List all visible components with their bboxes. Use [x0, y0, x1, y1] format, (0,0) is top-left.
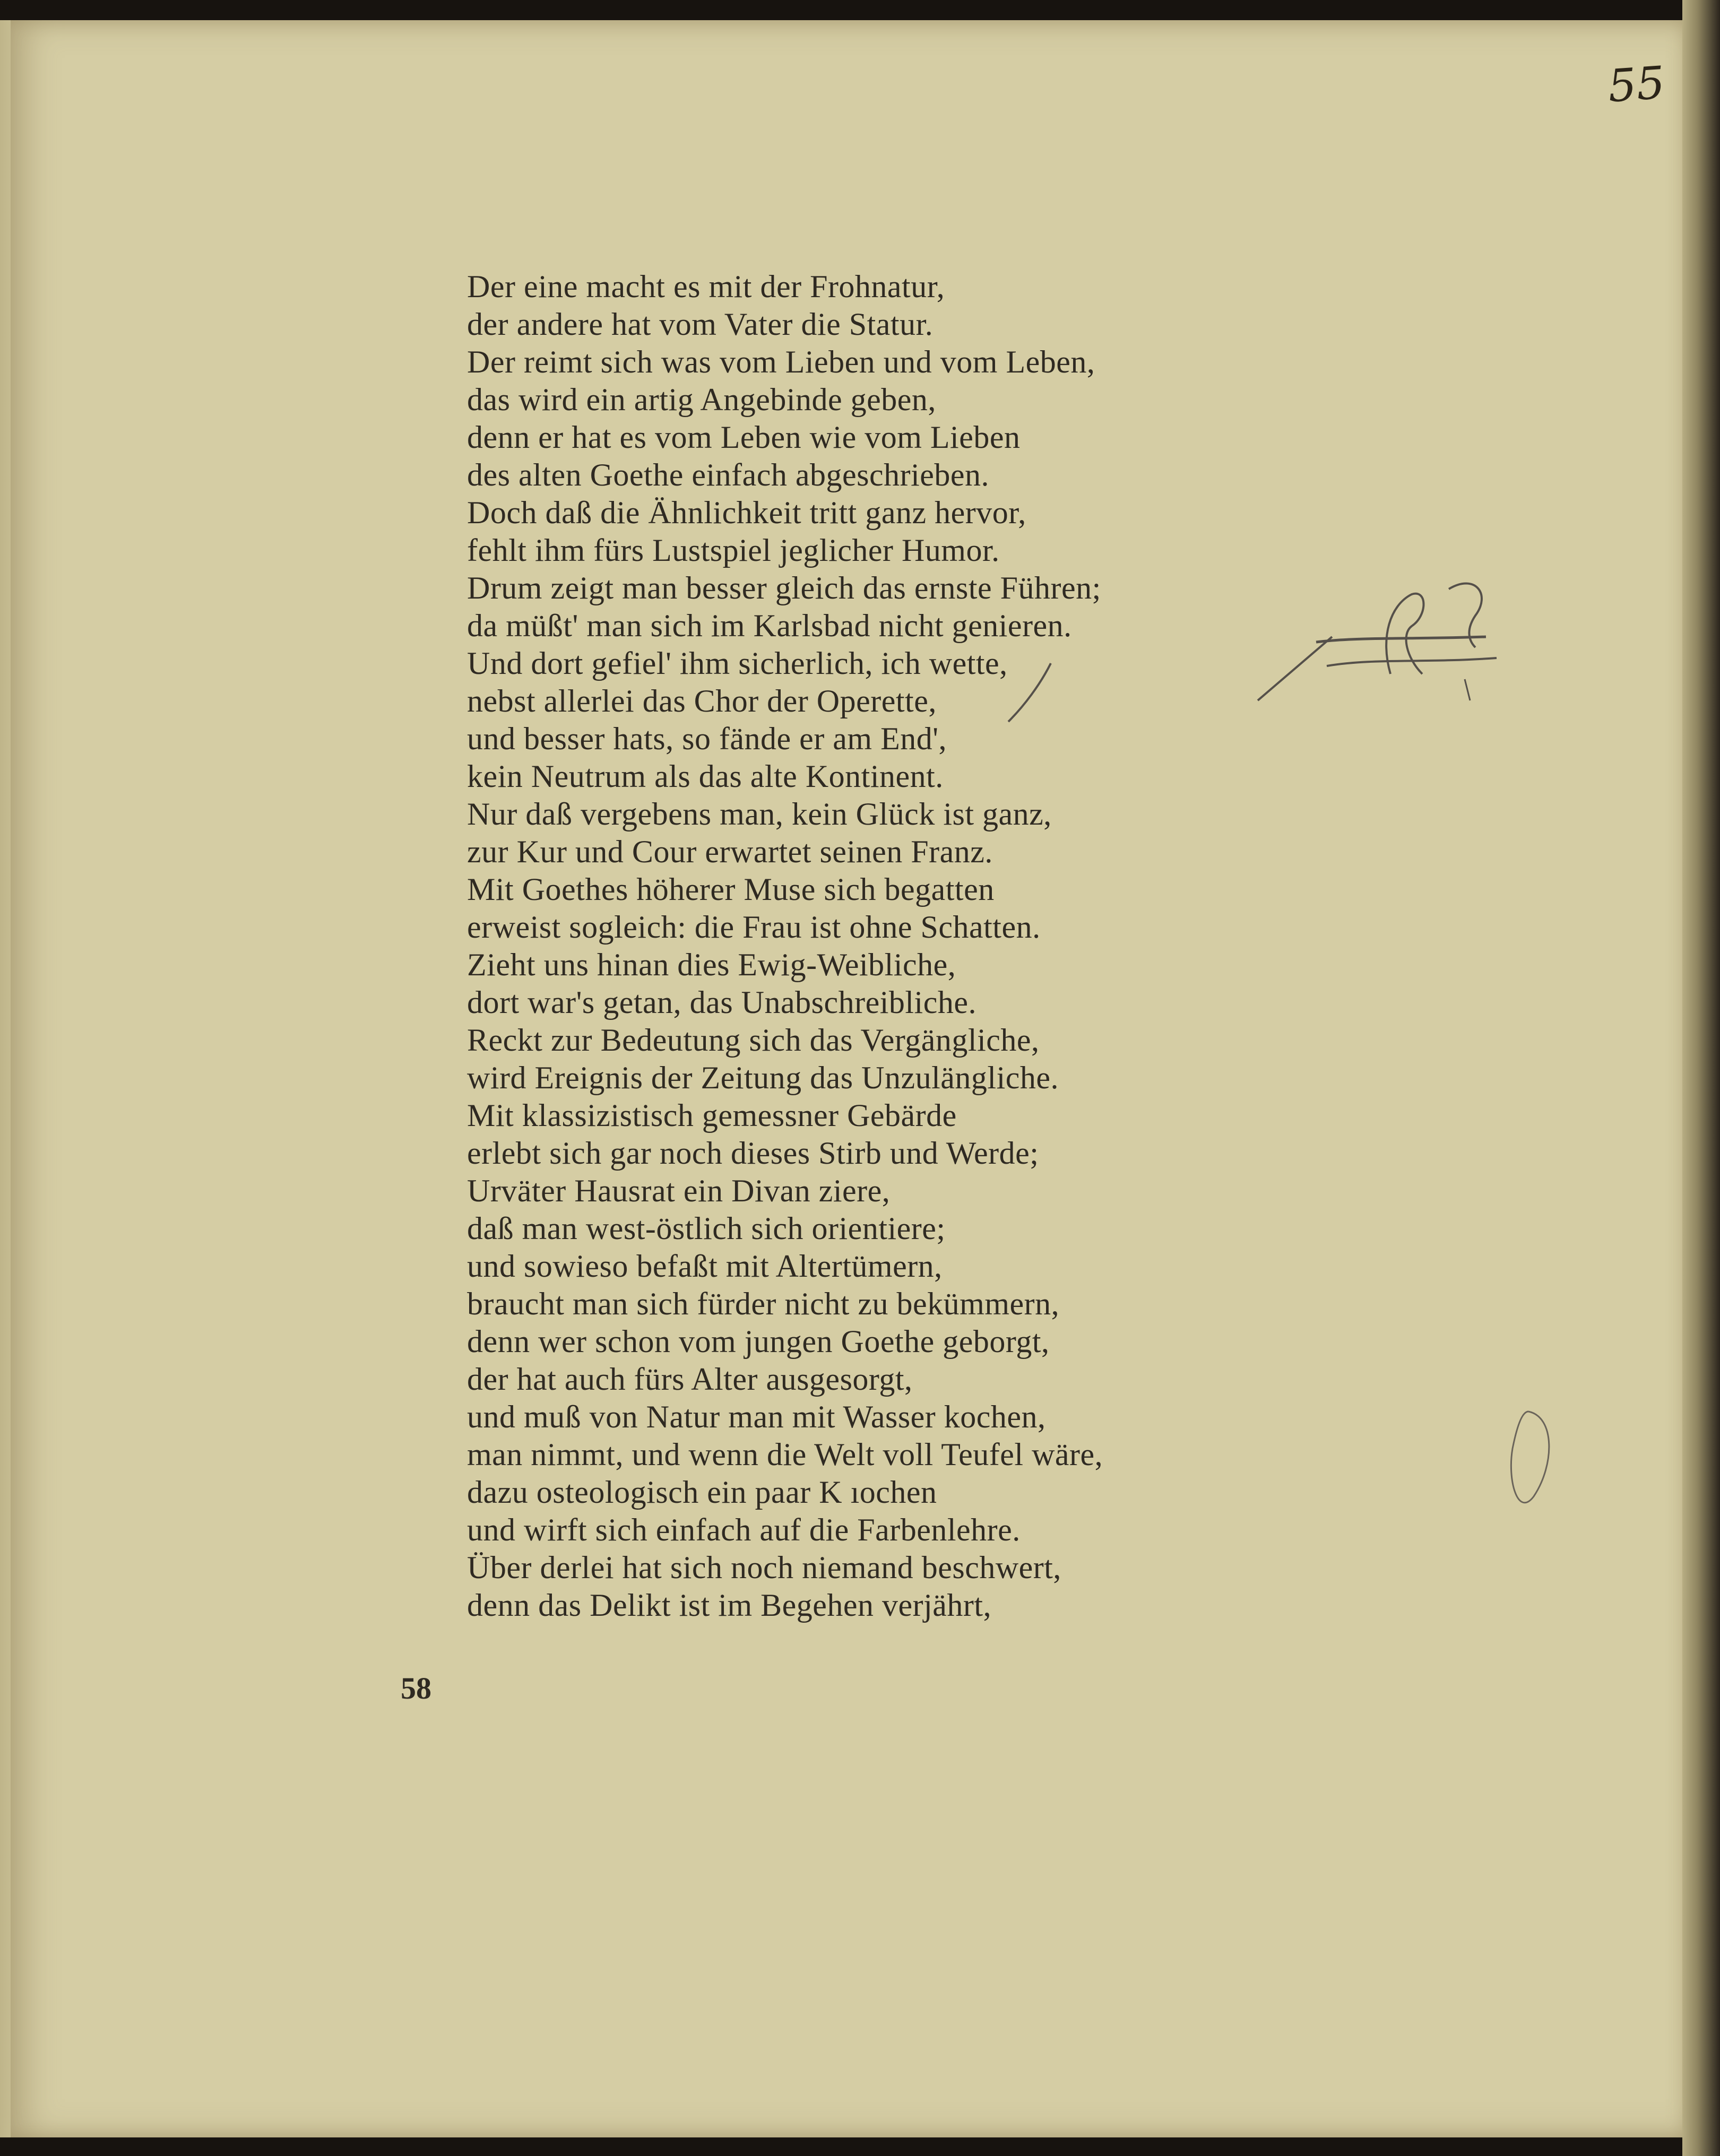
poem-line: und sowieso befaßt mit Altertümern, [467, 1249, 943, 1284]
poem-line: da müßt' man sich im Karlsbad nicht genieren. [467, 608, 1072, 643]
poem-line: daß man west-östlich sich orientiere; [467, 1211, 946, 1246]
poem-line: Mit klassizistisch gemessner Gebärde [467, 1098, 957, 1133]
pencil-annotation-mark [1252, 573, 1512, 716]
poem-text [467, 268, 1263, 1624]
poem-line: Der reimt sich was vom Lieben und vom Leben, [467, 344, 1095, 379]
poem-line: und besser hats, so fände er am End', [467, 721, 947, 756]
poem-line: Nur daß vergebens man, kein Glück ist ganz, [467, 796, 1052, 832]
poem-line: des alten Goethe einfach abgeschrieben. [467, 457, 990, 492]
poem-line: kein Neutrum als das alte Kontinent. [467, 759, 944, 794]
poem-line: der andere hat vom Vater die Statur. [467, 307, 934, 342]
poem-line: Zieht uns hinan dies Ewig-Weibliche, [467, 947, 956, 982]
poem-line: denn das Delikt ist im Begehen verjährt, [467, 1588, 992, 1623]
poem-line: wird Ereignis der Zeitung das Unzulängliche. [467, 1060, 1059, 1095]
poem-line: und muß von Natur man mit Wasser kochen, [467, 1399, 1046, 1434]
poem-line: nebst allerlei das Chor der Operette, [467, 683, 937, 718]
poem-line: Der eine macht es mit der Frohnatur, [467, 269, 945, 304]
poem-line: Und dort gefiel' ihm sicherlich, ich wette, [467, 646, 1008, 681]
poem-line: Doch daß die Ähnlichkeit tritt ganz hervor, [467, 495, 1026, 530]
poem-line: Mit Goethes höherer Muse sich begatten [467, 872, 995, 907]
poem-line: Über derlei hat sich noch niemand beschwert, [467, 1550, 1061, 1585]
poem-line: Reckt zur Bedeutung sich das Vergängliche, [467, 1023, 1040, 1058]
poem-line: dort war's getan, das Unabschreibliche. [467, 985, 976, 1020]
poem-line: fehlt ihm fürs Lustspiel jeglicher Humor. [467, 533, 1000, 568]
book-edge [1682, 0, 1720, 2156]
poem-line: zur Kur und Cour erwartet seinen Franz. [467, 834, 993, 869]
poem-line: das wird ein artig Angebinde geben, [467, 382, 936, 417]
poem-line: erlebt sich gar noch dieses Stirb und Werde; [467, 1136, 1039, 1171]
poem-line: der hat auch fürs Alter ausgesorgt, [467, 1362, 913, 1397]
poem-line: Urväter Hausrat ein Divan ziere, [467, 1173, 891, 1208]
poem-line: man nimmt, und wenn die Welt voll Teufel wäre, [467, 1437, 1103, 1472]
poem-line: denn wer schon vom jungen Goethe geborgt, [467, 1324, 1050, 1359]
poem-line: Drum zeigt man besser gleich das ernste Führen; [467, 570, 1101, 605]
poem-line: und wirft sich einfach auf die Farbenlehre. [467, 1512, 1021, 1547]
printed-page-number: 58 [401, 1671, 431, 1705]
pencil-parenthesis-mark [1497, 1401, 1560, 1523]
poem-line: denn er hat es vom Leben wie vom Lieben [467, 420, 1021, 455]
poem-line: dazu osteologisch ein paar K ıochen [467, 1475, 937, 1510]
handwritten-page-number: 55 [1606, 56, 1667, 112]
poem-line: braucht man sich fürder nicht zu bekümmern, [467, 1286, 1060, 1321]
poem-line: erweist sogleich: die Frau ist ohne Schatten. [467, 910, 1041, 945]
